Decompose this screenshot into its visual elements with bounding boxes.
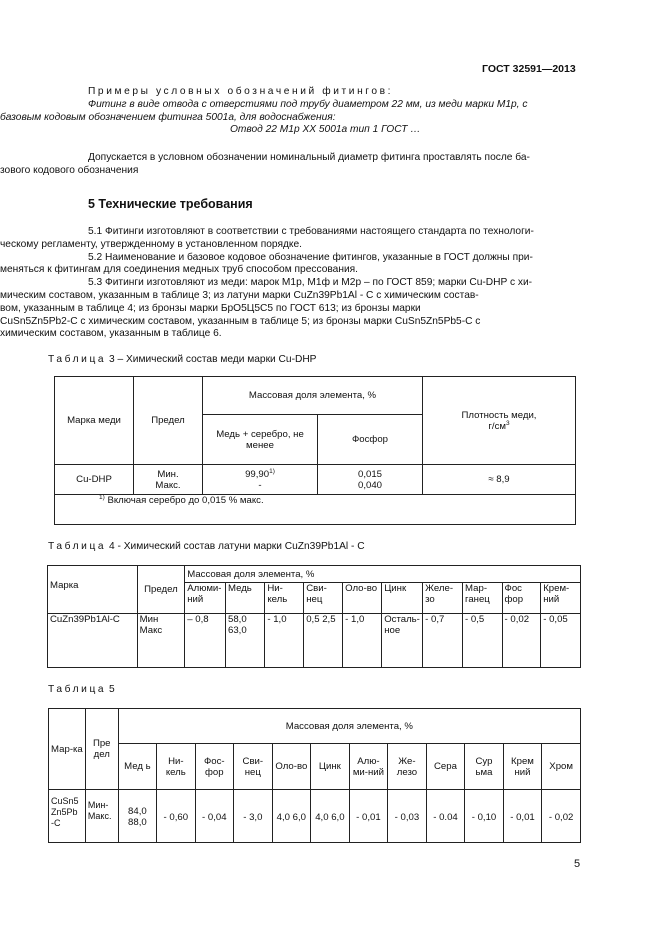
- t4-value-6: - 0,7: [423, 614, 463, 668]
- table4: [47, 565, 581, 668]
- section-body: [0, 226, 583, 341]
- t3-h-limit: Предел: [134, 377, 203, 465]
- t4-element-header-0: Алюми-ний: [185, 583, 226, 614]
- example-line-1: Фитинг в виде отвода с отверстиями под трубу диаметром 22 мм, из меди марки М1р, с: [88, 98, 528, 110]
- t5-element-header-11: Хром: [542, 744, 581, 790]
- t5-value-3: - 3,0: [234, 790, 273, 843]
- table4-caption: [48, 541, 365, 552]
- t5-element-header-10: Крем ний: [503, 744, 542, 790]
- document-header: ГОСТ 32591—2013: [482, 63, 576, 75]
- t4-value-1: 58,0 63,0: [225, 614, 264, 668]
- t5-value-10: - 0,01: [503, 790, 542, 843]
- t4-element-header-5: Цинк: [382, 583, 423, 614]
- t3-cu-footnote-ref: 1): [269, 467, 275, 475]
- t5-value-7: - 0,03: [388, 790, 426, 843]
- table4-caption-prefix: Таблица: [48, 541, 107, 552]
- diameter-note-line-2: зового кодового обозначения: [0, 164, 139, 176]
- t4-element-header-8: Фос фор: [502, 583, 541, 614]
- table3-caption: [48, 354, 316, 365]
- para-5-3-line-4: CuSn5Zn5Pb2-C с химическим составом, указанным в таблице 5; из бронзы марки CuSn5Zn5Pb5-C с: [0, 315, 481, 327]
- t4-h-mass: Массовая доля элемента, %: [185, 566, 581, 583]
- t3-mark: Cu-DHP: [55, 465, 134, 495]
- t3-footnote: [55, 495, 576, 525]
- t4-value-8: - 0,02: [502, 614, 541, 668]
- t3-limit-min: Мин.: [157, 468, 179, 480]
- t5-element-header-2: Фос-фор: [195, 744, 234, 790]
- t3-limit: [134, 465, 203, 495]
- t5-element-header-8: Сера: [426, 744, 465, 790]
- t5-element-header-1: Ни-кель: [157, 744, 195, 790]
- t4-element-header-3: Сви-нец: [304, 583, 343, 614]
- t4-element-header-7: Мар-ганец: [463, 583, 502, 614]
- para-5-3-line-1: 5.3 Фитинги изготовляют из меди: марок М1р, М1ф и М2р – по ГОСТ 859; марки Cu-DHP с хи-: [88, 277, 533, 289]
- table5: [48, 708, 581, 843]
- t5-h-mark: Мар-ка: [49, 709, 86, 790]
- para-5-3-line-5: химическим составом, указанным в таблице 6.: [0, 328, 222, 340]
- t5-value-2: - 0,04: [195, 790, 234, 843]
- t5-value-5: 4,0 6,0: [311, 790, 350, 843]
- t5-element-header-4: Оло-во: [272, 744, 311, 790]
- t4-limit: Мин Макс: [137, 614, 185, 668]
- t3-limit-max: Макс.: [155, 479, 181, 491]
- t3-cu-max: -: [258, 479, 262, 491]
- t3-cu-min: 99,90: [245, 468, 270, 480]
- example-designation: Отвод 22 М1р XX 5001а тип 1 ГОСТ …: [230, 124, 421, 136]
- t4-value-2: - 1,0: [265, 614, 304, 668]
- para-5-2-line-1: 5.2 Наименование и базовое кодовое обозначение фитингов, указанные в ГОСТ должны при-: [88, 251, 533, 263]
- table5-caption-prefix: Таблица: [48, 684, 107, 695]
- t5-value-8: - 0.04: [426, 790, 465, 843]
- examples-block: [0, 86, 583, 137]
- t3-p-min: 0,015: [357, 468, 382, 480]
- t5-value-4: 4,0 6,0: [272, 790, 311, 843]
- table4-caption-text: 4 - Химический состав латуни марки CuZn39Pb1Al - C: [106, 541, 365, 552]
- t3-h-mark: Марка меди: [55, 377, 134, 465]
- diameter-note-line-1: Допускается в условном обозначении номинальный диаметр фитинга проставлять после ба-: [88, 152, 530, 163]
- t4-element-header-6: Желе-зо: [423, 583, 463, 614]
- t4-value-3: 0,5 2,5: [304, 614, 343, 668]
- t5-value-9: - 0,10: [465, 790, 503, 843]
- table5-caption: [48, 684, 115, 695]
- table5-caption-text: 5: [106, 684, 115, 695]
- para-5-1-line-2: ческому регламенту, утвержденному в установленном порядке.: [0, 238, 302, 250]
- para-5-2-line-2: меняться к фитингам для соединения медных труб способом прессования.: [0, 264, 358, 276]
- t3-footnote-text: Включая серебро до 0,015 % макс.: [104, 495, 264, 506]
- t5-element-header-3: Сви-нец: [234, 744, 273, 790]
- t4-element-header-9: Крем-ний: [541, 583, 581, 614]
- t5-element-header-9: Сур ьма: [465, 744, 503, 790]
- examples-heading: Примеры условных обозначений фитингов:: [88, 86, 394, 97]
- t3-h-mass: Массовая доля элемента, %: [203, 377, 423, 415]
- t4-h-mark: Марка: [48, 566, 138, 614]
- section-title: 5 Технические требования: [88, 197, 253, 211]
- t5-limit: Мин-Макс.: [85, 790, 118, 843]
- t4-value-4: - 1,0: [343, 614, 382, 668]
- t4-value-9: - 0,05: [541, 614, 581, 668]
- t4-element-header-1: Медь: [225, 583, 264, 614]
- t4-h-limit: Предел: [137, 566, 185, 614]
- t5-element-header-6: Алю-ми-ний: [349, 744, 388, 790]
- table3-caption-text: 3 – Химический состав меди марки Cu-DHP: [106, 354, 317, 365]
- t3-density: ≈ 8,9: [423, 465, 576, 495]
- t3-p-max: 0,040: [357, 479, 382, 491]
- t4-value-7: - 0,5: [463, 614, 502, 668]
- t4-mark: CuZn39Pb1Al-C: [48, 614, 138, 668]
- t5-value-11: - 0,02: [542, 790, 581, 843]
- para-5-1-line-1: 5.1 Фитинги изготовляют в соответствии с требованиями настоящего стандарта по технологи-: [88, 226, 534, 237]
- table3: [54, 376, 576, 525]
- t4-value-0: – 0,8: [185, 614, 226, 668]
- t5-value-0: 84,0 88,0: [118, 790, 156, 843]
- table3-caption-prefix: Таблица: [48, 354, 107, 365]
- para-5-3-line-2: мическим составом, указанным в таблице 3; из латуни марки CuZn39Pb1Al - C с химическим состав-: [0, 289, 479, 301]
- t4-element-header-4: Оло-во: [343, 583, 382, 614]
- t5-value-1: - 0,60: [157, 790, 195, 843]
- t3-h-density: Плотность меди, $г/см^3$: [423, 377, 576, 465]
- diameter-note: [0, 152, 583, 178]
- t5-element-header-5: Цинк: [311, 744, 350, 790]
- t3-cu: [203, 465, 318, 495]
- t4-value-5: Осталь-ное: [382, 614, 423, 668]
- t3-h-cu: Медь + серебро, не менее: [203, 415, 318, 465]
- example-line-2: базовым кодовым обозначением фитинга 5001а, для водоснабжения:: [0, 111, 336, 123]
- t3-p: [318, 465, 423, 495]
- page-number: 5: [574, 858, 581, 870]
- t5-element-header-0: Мед ь: [118, 744, 156, 790]
- para-5-3-line-3: вом, указанным в таблице 4; из бронзы марки БрО5Ц5С5 по ГОСТ 613; из бронзы марки: [0, 302, 421, 314]
- t5-mark: CuSn5 Zn5Pb -C: [49, 790, 86, 843]
- t4-element-header-2: Ни-кель: [265, 583, 304, 614]
- t5-value-6: - 0,01: [349, 790, 388, 843]
- t5-h-limit: Пре дел: [85, 709, 118, 790]
- t5-element-header-7: Же-лезо: [388, 744, 426, 790]
- t3-h-p: Фосфор: [318, 415, 423, 465]
- t5-h-mass: Массовая доля элемента, %: [118, 709, 580, 744]
- t3-footnote-mark: 1): [99, 494, 105, 501]
